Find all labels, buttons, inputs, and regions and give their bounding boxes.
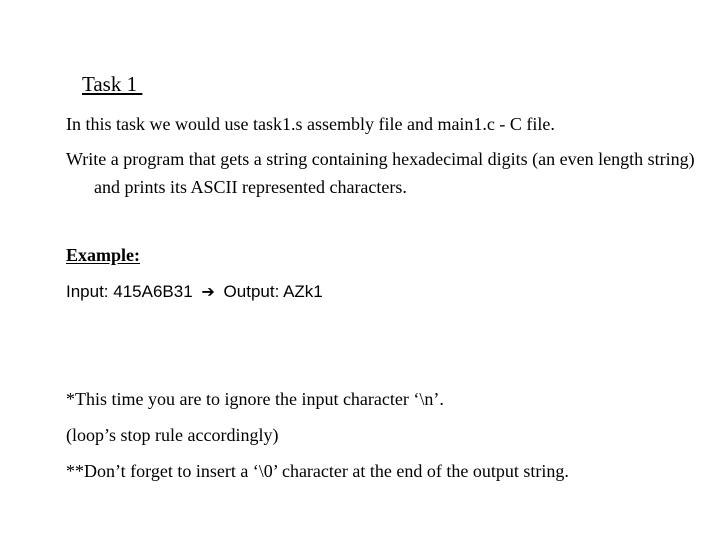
example-label: [66, 241, 140, 269]
slide-title: Task 1: [82, 72, 143, 96]
task-description: Write a program that gets a string containing hexadecimal digits (an even length string) and prints its ASCII represented characters.: [66, 149, 695, 197]
note-ignore-newline: *This time you are to ignore the input character ‘\n’.: [66, 389, 444, 409]
intro-text: In this task we would use task1.s assembly file and main1.c - C file.: [66, 114, 555, 134]
example-input: Input: 415A6B31: [66, 282, 193, 301]
example-output: Output: AZk1: [223, 282, 323, 301]
example-heading: Example:: [66, 245, 140, 265]
note-null-terminator: **Don’t forget to insert a ‘\0’ character at the end of the output string.: [66, 461, 569, 481]
right-arrow-icon: ➔: [201, 282, 215, 301]
example-line: [66, 278, 323, 306]
note-loop-rule: (loop’s stop rule accordingly): [66, 425, 279, 445]
